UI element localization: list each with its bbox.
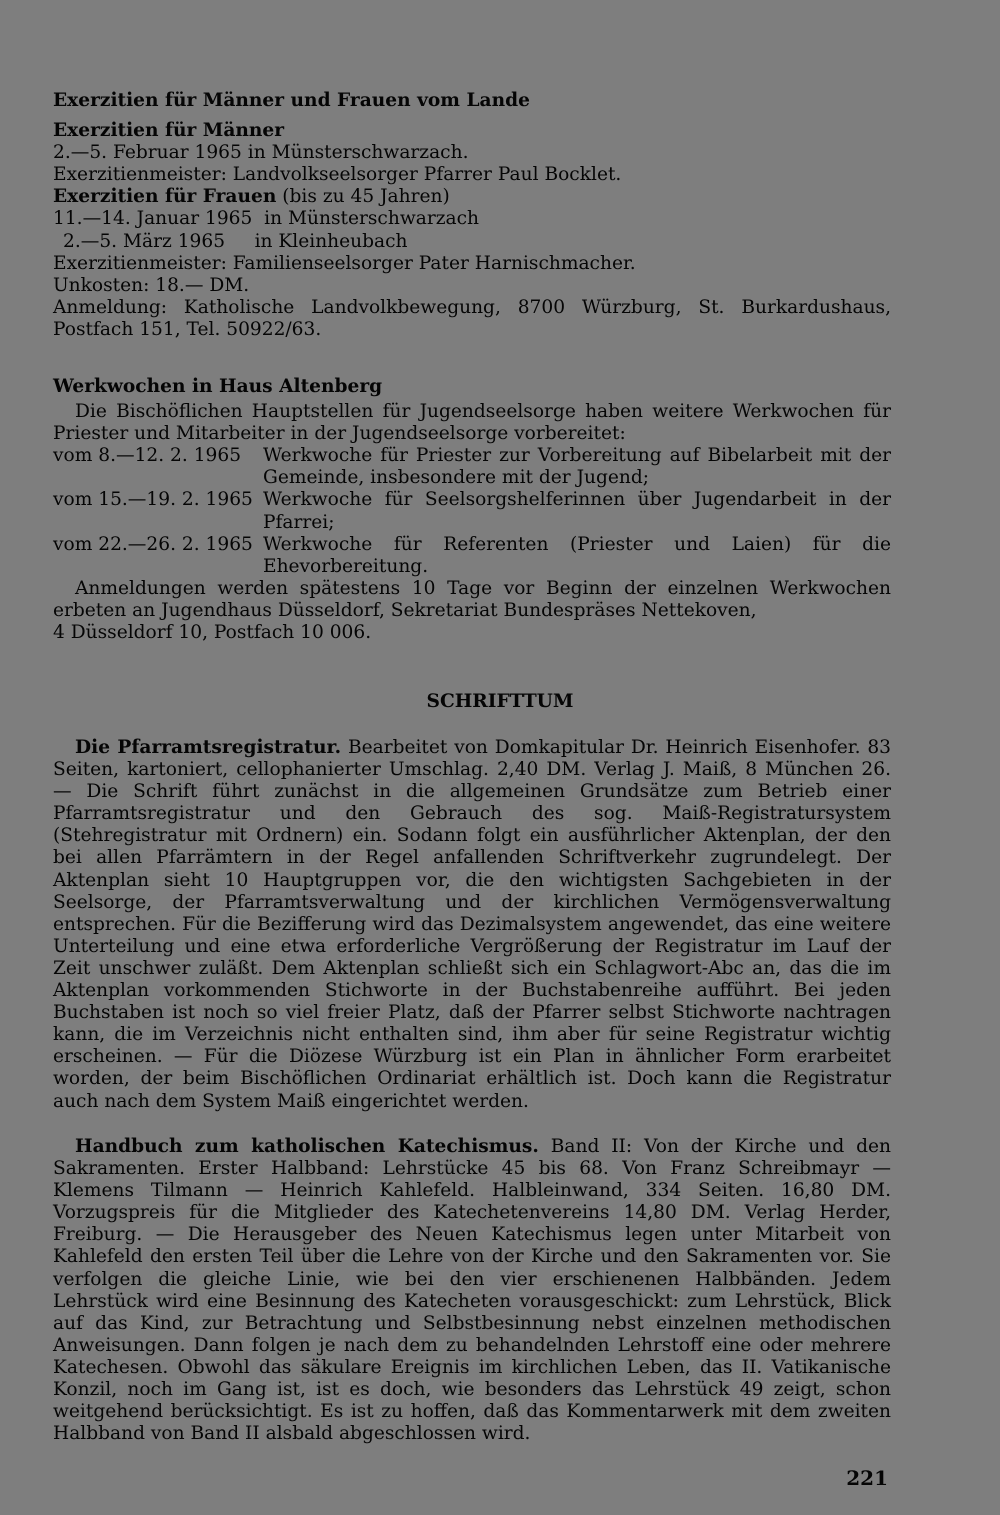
anmeldung: Anmeldung: Katholische Landvolkbewegung, 8700 Würzburg, St. Burkardushaus, Postfach 151, Tel. 50922/63. [53,296,891,340]
maenner-date: 2.—5. Februar 1965 in Münsterschwarzach. [53,142,469,164]
frauen-line [53,186,891,208]
werkwoche-text: Werkwoche für Seelsorgshelferinnen über Jugendarbeit in der Pfarrei; [263,489,891,533]
werkwoche-item [53,534,891,578]
frauen-meister: Exerzitienmeister: Familienseelsorger Pater Harnischmacher. [53,252,636,274]
werkwoche-text: Werkwoche für Priester zur Vorbereitung auf Bibelarbeit mit der Gemeinde, insbesondere mit der Jugend; [263,445,891,489]
unkosten: Unkosten: 18.— DM. [53,274,250,296]
review-1-text: Bearbeitet von Domkapitular Dr. Heinrich Eisenhofer. 83 Seiten, kartoniert, cellophanierter Umschlag. 2,40 DM. Verlag J. Maiß, 8 München 26. — Die Schrift führt zunächst in die allgemeinen Grundsätze zum Betrieb einer Pfarramtsregistratur und den Gebrauch des sog. Maiß-Registratursystem (Stehregistratur mit Ordnern) ein. Sodann folgt ein ausführlicher Aktenplan, der den bei allen Pfarrämtern in der Regel anfallenden Schriftverkehr zugrundelegt. Der Aktenplan sieht 10 Hauptgruppen vor, die den wichtigsten Sachgebieten in der Seelsorge, der Pfarramtsverwaltung und der kirchlichen Vermögensverwaltung entsprechen. Für die Bezifferung wird das Dezimalsystem angewendet, das eine weitere Unterteilung und eine etwa erforderliche Vergrößerung der Registratur im Lauf der Zeit unschwer zuläßt. Dem Aktenplan schließt sich ein Schlagwort-Abc an, das die im Aktenplan vorkommenden Stichworte in der Buchstabenreihe aufführt. Bei jeden Buchstaben ist noch so viel freier Platz, daß der Pfarrer selbst Stichworte nachtragen kann, die im Verzeichnis nicht enthalten sind, ihm aber für seine Registratur wichtig erscheinen. — Für die Diözese Würzburg ist ein Plan in ähnlicher Form erarbeitet worden, der beim Bischöflichen Ordinariat erhältlich ist. Doch kann die Registratur auch nach dem System Maiß eingerichtet werden. [53,737,891,1112]
werkwochen-anmeldungen: Anmeldungen werden spätestens 10 Tage vor Beginn der einzelnen Werkwochen erbeten an Jugendhaus Düsseldorf, Sekretariat Bundespräses Nettekoven, [53,577,891,621]
maenner-heading: Exerzitien für Männer [53,120,285,142]
page-number: 221 [846,1466,888,1490]
werkwochen-intro: Die Bischöflichen Hauptstellen für Jugendseelsorge haben weitere Werkwochen für Priester und Mitarbeiter in der Jugendseelsorge vorbereitet: [53,401,891,445]
review-2 [53,1136,891,1445]
frauen-date-1: 11.—14. Januar 1965 in Münsterschwarzach [53,208,479,230]
werkwochen-heading: Werkwochen in Haus Altenberg [53,376,383,397]
review-1-title: Die Pfarramtsregistratur. [75,737,342,758]
review-2-text: Band II: Von der Kirche und den Sakramenten. Erster Halbband: Lehrstücke 45 bis 68. Von Franz Schreibmayr — Klemens Tilmann — Heinrich Kahlefeld. Halbleinwand, 334 Seiten. 16,80 DM. Vorzugspreis für die Mitglieder des Katechetenvereins 14,80 DM. Verlag Herder, Freiburg. — Die Herausgeber des Neuen Katechismus legen unter Mitarbeit von Kahlefeld den ersten Teil über die Lehre von der Kirche und den Sakramenten vor. Sie verfolgen die gleiche Linie, wie bei den vier erschienenen Halbbänden. Jedem Lehrstück wird eine Besinnung des Katecheten vorausgeschickt: zum Lehrstück, Blick auf das Kind, zur Betrachtung und Selbstbesinnung nebst einzelnen methodischen Anweisungen. Dann folgen je nach dem zu behandelnden Lehrstoff eine oder mehrere Katechesen. Obwohl das säkulare Ereignis im kirchlichen Leben, das II. Vatikanische Konzil, noch im Gang ist, ist es doch, wie besonders das Lehrstück 49 zeigt, schon weitgehend berücksichtigt. Es ist zu hoffen, daß das Kommentarwerk mit dem zweiten Halbband von Band II alsbald abgeschlossen wird. [53,1136,891,1445]
exerzitien-heading: Exerzitien für Männer und Frauen vom Lande [53,90,530,111]
schrifttum-heading: SCHRIFTTUM [426,691,574,712]
review-1 [53,737,891,1113]
maenner-meister: Exerzitienmeister: Landvolkseelsorger Pfarrer Paul Bocklet. [53,164,622,186]
exerzitien-section [53,90,891,341]
werkwoche-date: vom 22.—26. 2. 1965 [53,533,253,555]
frauen-heading-suffix: (bis zu 45 Jahren) [276,186,450,208]
review-2-title: Handbuch zum katholischen Katechismus. [75,1136,539,1157]
werkwoche-date: vom 15.—19. 2. 1965 [53,489,253,511]
werkwochen-address: 4 Düsseldorf 10, Postfach 10 006. [53,622,372,644]
werkwoche-date: vom 8.—12. 2. 1965 [53,445,242,467]
werkwoche-item [53,489,891,533]
frauen-heading: Exerzitien für Frauen [53,186,277,208]
review-pfarramtsregistratur [53,737,891,1113]
werkwoche-item [53,445,891,489]
werkwochen-section [53,376,891,644]
frauen-date-2: 2.—5. März 1965 in Kleinheubach [63,230,408,252]
werkwoche-text: Werkwoche für Referenten (Priester und Laien) für die Ehevorbereitung. [263,533,891,577]
review-katechismus [53,1136,891,1445]
